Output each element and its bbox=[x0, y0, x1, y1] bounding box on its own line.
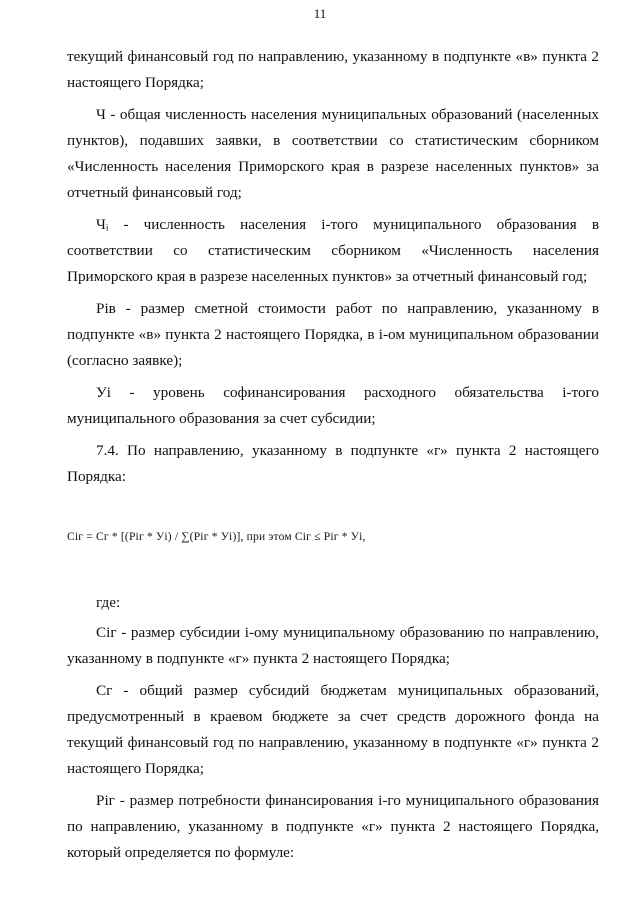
paragraph: текущий финансовый год по направлению, указанному в подпункте «в» пункта 2 настоящего Порядка; bbox=[67, 48, 599, 91]
paragraph: Ч - общая численность населения муниципальных образований (населенных пунктов), подавших заявки, в соответствии со статистическим сборником «Численность населения Приморского края в разрезе населенных пунктов» за отчетный финансовый год; bbox=[67, 106, 599, 201]
formula: Ciг = Cг * [(Piг * Уi) / ∑(Piг * Уi)], при этом Ciг ≤ Piг * Уi, bbox=[67, 531, 366, 543]
page-number: 11 bbox=[313, 6, 327, 21]
paragraph: Уi - уровень софинансирования расходного обязательства i-того муниципального образования за счет субсидии; bbox=[67, 384, 599, 427]
paragraph: Чᵢ - численность населения i-того муниципального образования в соответствии со статистическим сборником «Численность населения Приморского края в разрезе населенных пунктов» за отчетный финансовый год; bbox=[67, 216, 599, 285]
paragraph: 7.4. По направлению, указанному в подпункте «г» пункта 2 настоящего Порядка: bbox=[67, 442, 599, 485]
definition: Cг - общий размер субсидий бюджетам муниципальных образований, предусмотренный в краевом бюджете за счет средств дорожного фонда на текущий финансовый год по направлению, указанному в подпункте «г» пункта 2 настоящего Порядка; bbox=[67, 682, 599, 777]
definition: Piг - размер потребности финансирования i-го муниципального образования по направлению, указанному в подпункте «г» пункта 2 настоящего Порядка, который определяется по формуле: bbox=[67, 792, 599, 861]
definition: Ciг - размер субсидии i-ому муниципальному образованию по направлению, указанному в подпункте «г» пункта 2 настоящего Порядка; bbox=[67, 624, 599, 667]
where-label: где: bbox=[96, 594, 121, 611]
paragraph: Piв - размер сметной стоимости работ по направлению, указанному в подпункте «в» пункта 2 настоящего Порядка, в i-ом муниципальном образовании (согласно заявке); bbox=[67, 300, 599, 369]
document-body bbox=[67, 44, 599, 872]
